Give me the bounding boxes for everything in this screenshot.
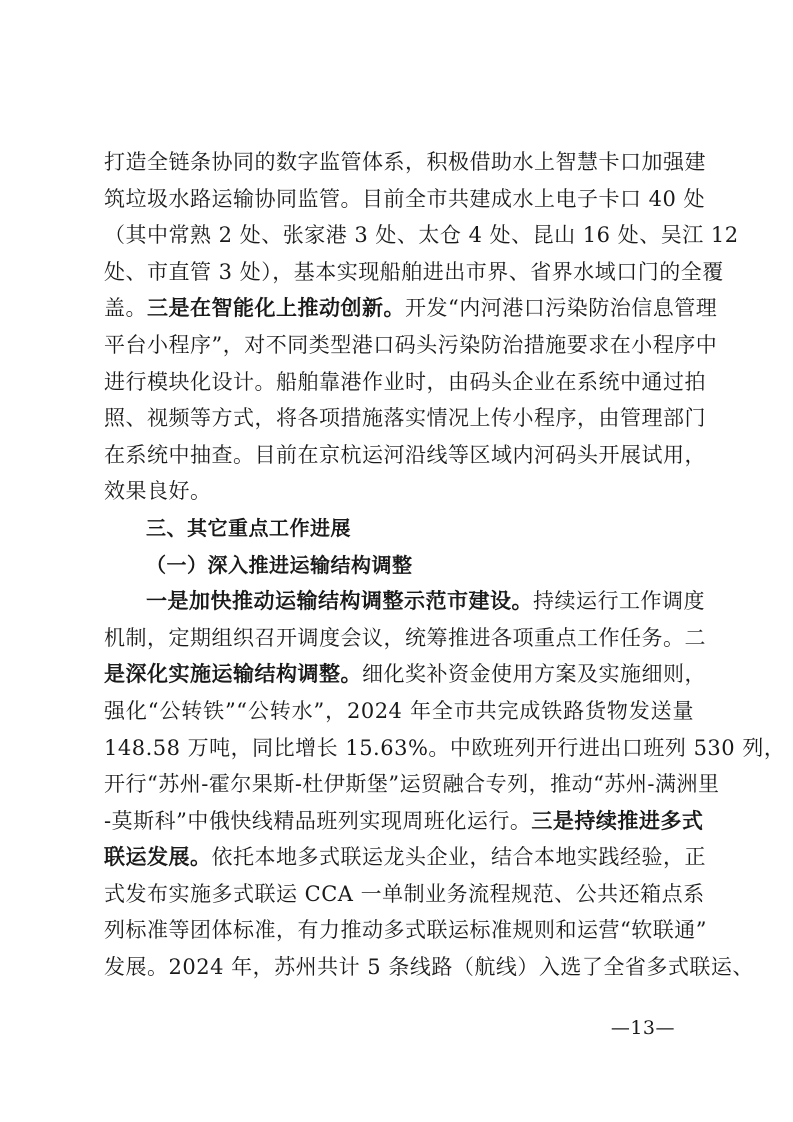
page-number: —13— xyxy=(610,1017,675,1039)
text-run: 盖。 xyxy=(104,296,147,321)
paragraph-line: 筑垃圾水路运输协同监管。目前全市共建成水上电子卡口 40 处 xyxy=(104,186,706,211)
paragraph-line: 处、市直管 3 处），基本实现船舶进出市界、省界水域口门的全覆 xyxy=(104,259,724,284)
paragraph-line: 机制，定期组织召开调度会议，统筹推进各项重点工作任务。二 xyxy=(104,625,706,650)
bold-lead-phrase: 联运发展。 xyxy=(104,844,212,870)
bold-lead-phrase: 三是在智能化上推动创新。 xyxy=(147,295,405,321)
paragraph-line: 式发布实施多式联运 CCA 一单制业务流程规范、公共还箱点系 xyxy=(104,881,705,906)
paragraph-line xyxy=(104,839,706,876)
bold-lead-phrase: 一是加快推动运输结构调整示范市建设。 xyxy=(146,588,533,614)
paragraph-line xyxy=(104,803,704,840)
text-run: 持续运行工作调度 xyxy=(533,589,705,614)
paragraph-line: 照、视频等方式，将各项措施落实情况上传小程序，由管理部门 xyxy=(104,406,706,431)
paragraph-line: （其中常熟 2 处、张家港 3 处、太仓 4 处、昆山 16 处、吴江 12 xyxy=(104,223,739,248)
section-heading: 三、其它重点工作进展 xyxy=(146,515,351,540)
text-run: -莫斯科”中俄快线精品班列实现周班化运行。 xyxy=(104,808,532,833)
paragraph-line: 进行模块化设计。船舶靠港作业时，由码头企业在系统中通过拍 xyxy=(104,369,706,394)
paragraph-line: 148.58 万吨，同比增长 15.63%。中欧班列开行进出口班列 530 列， xyxy=(104,735,786,760)
paragraph-line: 平台小程序”，对不同类型港口码头污染防治措施要求在小程序中 xyxy=(104,332,718,357)
subsection-heading: （一）深入推进运输结构调整 xyxy=(146,552,413,577)
paragraph-line xyxy=(104,290,718,327)
paragraph-line: 列标准等团体标准，有力推动多式联运标准规则和运营“软联通” xyxy=(104,918,707,943)
text-run: 依托本地多式联运龙头企业，结合本地实践经验，正 xyxy=(211,845,706,870)
paragraph-line: 在系统中抽查。目前在京杭运河沿线等区域内河码头开展试用， xyxy=(104,442,706,467)
paragraph-line xyxy=(104,583,705,620)
paragraph-line: 强化“公转铁”“公转水”，2024 年全市共完成铁路货物发送量 xyxy=(104,698,694,723)
text-run: 开发“内河港口污染防治信息管理 xyxy=(405,296,718,321)
document-body xyxy=(104,144,786,986)
paragraph-line: 效果良好。 xyxy=(104,479,212,504)
paragraph-line: 打造全链条协同的数字监管体系，积极借助水上智慧卡口加强建 xyxy=(104,150,706,174)
paragraph-line xyxy=(104,656,706,693)
text-run: 细化奖补资金使用方案及实施细则， xyxy=(362,662,706,687)
paragraph-line: 开行“苏州-霍尔果斯-杜伊斯堡”运贸融合专列，推动“苏州-满洲里 xyxy=(104,772,720,797)
bold-lead-phrase: 三是持续推进多式 xyxy=(531,807,704,833)
bold-lead-phrase: 是深化实施运输结构调整。 xyxy=(104,661,362,687)
paragraph-line: 发展。2024 年，苏州共计 5 条线路（航线）入选了全省多式联运、 xyxy=(104,955,754,980)
